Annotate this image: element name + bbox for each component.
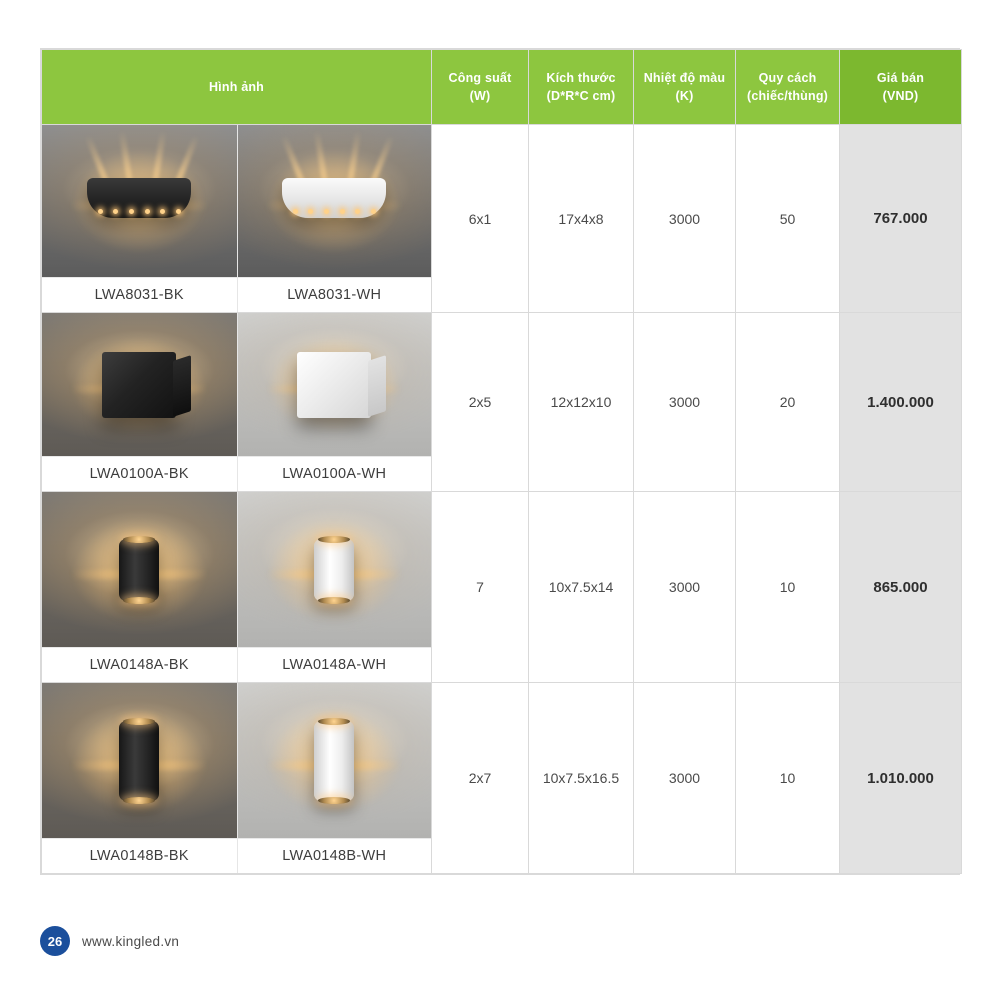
cct-value: 3000 (634, 125, 736, 313)
header-price (840, 50, 962, 125)
power-value: 6x1 (432, 125, 529, 313)
product-images-cell (42, 125, 432, 313)
product-card[interactable] (237, 125, 432, 312)
page-number-badge: 26 (40, 926, 70, 956)
product-code: LWA0148A-WH (238, 647, 432, 682)
product-table-container (40, 48, 960, 875)
page-footer (40, 926, 179, 956)
product-table (41, 49, 962, 874)
header-image-line1: Hình ảnh (208, 79, 265, 94)
product-photo-lwa0100a-bk (42, 313, 237, 456)
header-packing (736, 50, 840, 125)
product-photo-lwa8031-wh (238, 125, 432, 277)
table-row (42, 125, 962, 313)
product-photo-lwa0148a-bk (42, 492, 237, 647)
product-code: LWA0148B-WH (238, 838, 432, 873)
product-images-cell (42, 492, 432, 683)
table-header-row (42, 50, 962, 125)
size-value: 17x4x8 (529, 125, 634, 313)
lamp-body-icon (102, 352, 176, 418)
product-pair (42, 683, 431, 873)
product-pair (42, 125, 431, 312)
price-value: 767.000 (840, 125, 962, 313)
header-power-line1: Công suất (448, 70, 512, 85)
product-photo-lwa0148b-wh (238, 683, 432, 838)
header-image (42, 50, 432, 125)
header-price-line2: (VND) (882, 89, 919, 103)
header-packing-line1: Quy cách (758, 70, 817, 85)
header-size-line2: (D*R*C cm) (546, 89, 616, 103)
product-card[interactable] (237, 313, 432, 491)
cct-value: 3000 (634, 313, 736, 492)
header-cct (634, 50, 736, 125)
lamp-body-icon (119, 721, 159, 801)
product-card[interactable] (42, 313, 237, 491)
cct-value: 3000 (634, 492, 736, 683)
lamp-body-icon (119, 539, 159, 601)
power-value: 7 (432, 492, 529, 683)
product-code: LWA0148A-BK (42, 647, 237, 682)
product-photo-lwa0148b-bk (42, 683, 237, 838)
price-value: 865.000 (840, 492, 962, 683)
product-code: LWA0100A-WH (238, 456, 432, 491)
header-power-line2: (W) (469, 89, 491, 103)
product-card[interactable] (237, 492, 432, 682)
table-header (42, 50, 962, 125)
product-pair (42, 492, 431, 682)
price-value: 1.010.000 (840, 683, 962, 874)
power-value: 2x7 (432, 683, 529, 874)
website-label: www.kingled.vn (82, 933, 180, 949)
product-images-cell (42, 683, 432, 874)
power-value: 2x5 (432, 313, 529, 492)
product-images-cell (42, 313, 432, 492)
header-cct-line1: Nhiệt độ màu (643, 70, 726, 85)
header-packing-line2: (chiếc/thùng) (746, 89, 829, 103)
product-code: LWA0148B-BK (42, 838, 237, 873)
header-cct-line2: (K) (675, 89, 694, 103)
product-code: LWA0100A-BK (42, 456, 237, 491)
lamp-body-icon (314, 721, 354, 801)
product-photo-lwa8031-bk (42, 125, 237, 277)
product-code: LWA8031-WH (238, 277, 432, 312)
product-card[interactable] (237, 683, 432, 873)
product-card[interactable] (42, 683, 237, 873)
header-size (529, 50, 634, 125)
header-power (432, 50, 529, 125)
product-photo-lwa0100a-wh (238, 313, 432, 456)
cct-value: 3000 (634, 683, 736, 874)
lamp-body-icon (87, 178, 191, 218)
price-value: 1.400.000 (840, 313, 962, 492)
product-pair (42, 313, 431, 491)
packing-value: 10 (736, 683, 840, 874)
product-card[interactable] (42, 125, 237, 312)
lamp-body-icon (314, 539, 354, 601)
size-value: 12x12x10 (529, 313, 634, 492)
product-code: LWA8031-BK (42, 277, 237, 312)
table-row (42, 683, 962, 874)
packing-value: 10 (736, 492, 840, 683)
table-row (42, 313, 962, 492)
product-photo-lwa0148a-wh (238, 492, 432, 647)
packing-value: 50 (736, 125, 840, 313)
lamp-body-icon (297, 352, 371, 418)
table-row (42, 492, 962, 683)
table-body (42, 125, 962, 874)
header-size-line1: Kích thước (546, 70, 616, 85)
header-price-line1: Giá bán (876, 70, 925, 85)
packing-value: 20 (736, 313, 840, 492)
lamp-body-icon (282, 178, 386, 218)
size-value: 10x7.5x16.5 (529, 683, 634, 874)
size-value: 10x7.5x14 (529, 492, 634, 683)
product-card[interactable] (42, 492, 237, 682)
